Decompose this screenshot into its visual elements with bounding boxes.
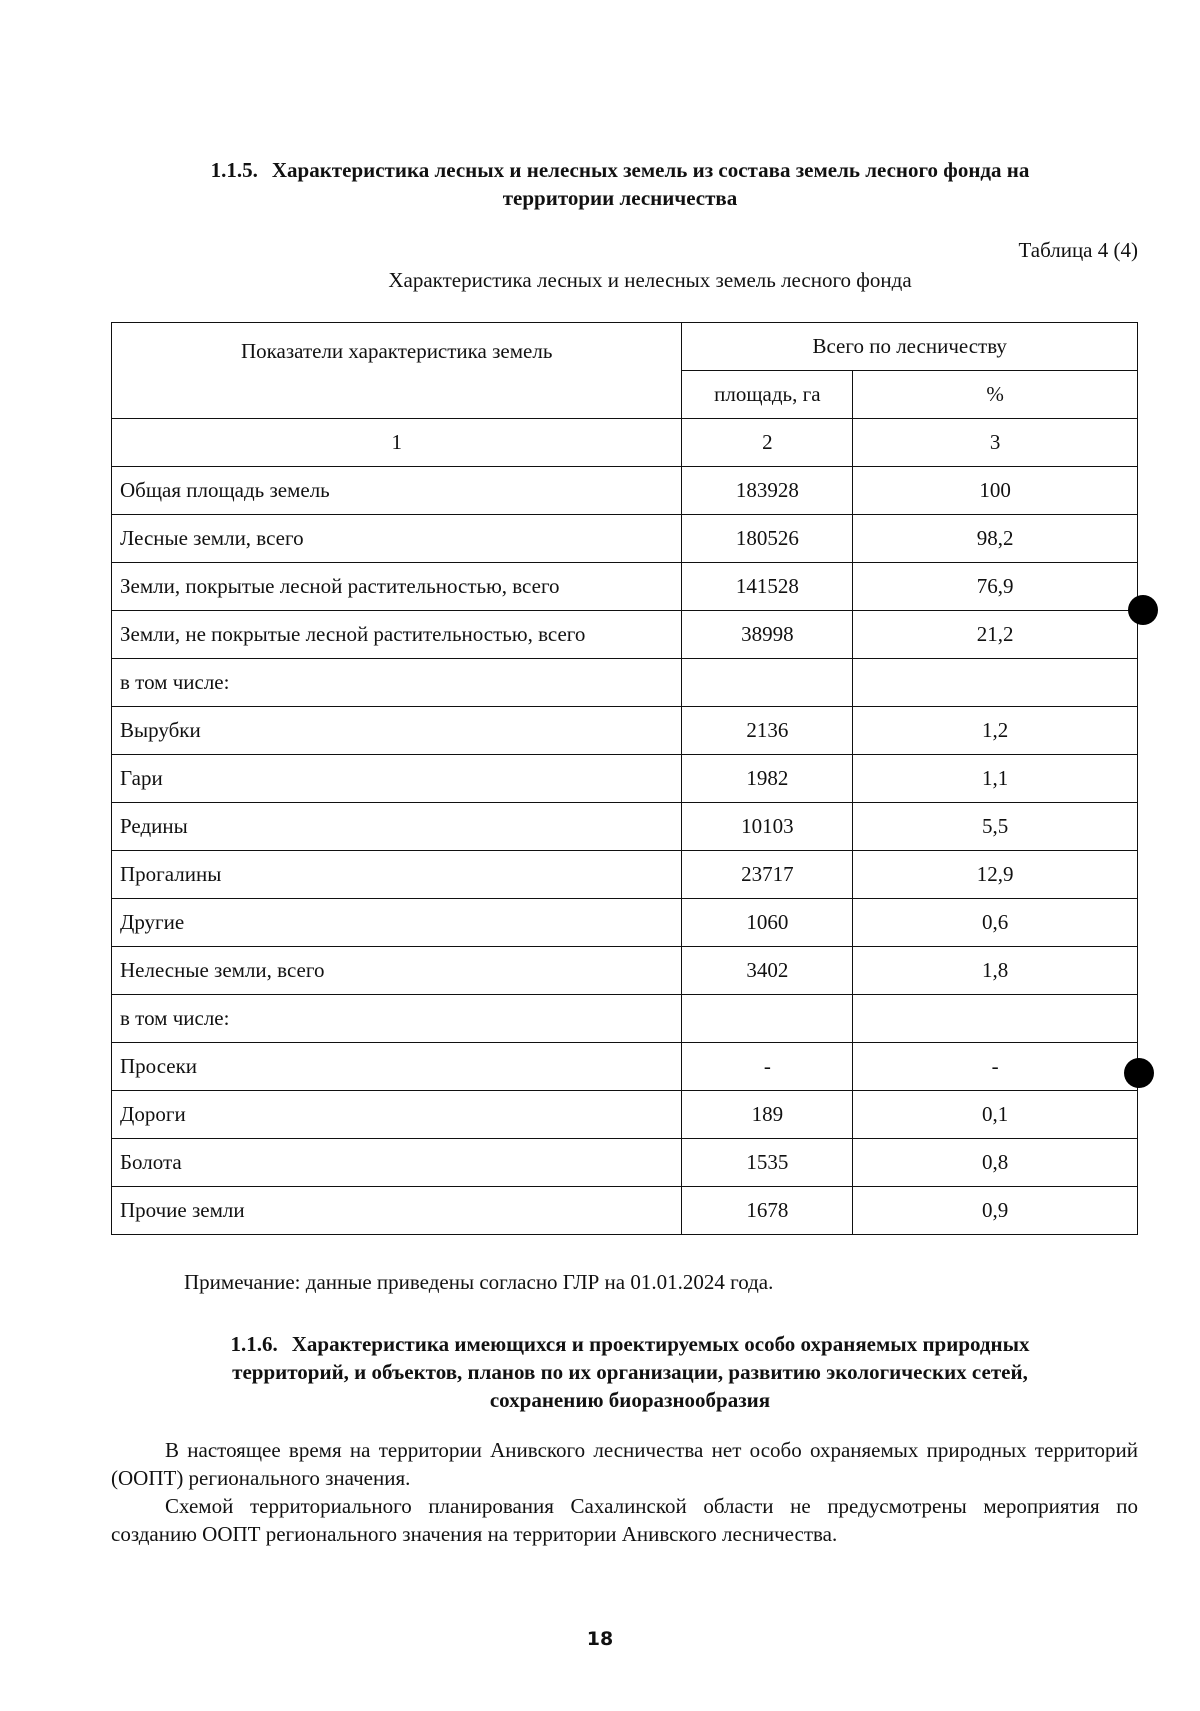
- row-name: Дороги: [112, 1091, 682, 1139]
- row-percent: 0,9: [853, 1187, 1138, 1235]
- table-row: [112, 899, 1138, 947]
- row-percent: 76,9: [853, 563, 1138, 611]
- row-percent: 98,2: [853, 515, 1138, 563]
- row-percent: 1,2: [853, 707, 1138, 755]
- row-name: в том числе:: [112, 659, 682, 707]
- table-row: [112, 995, 1138, 1043]
- table-row: [112, 1139, 1138, 1187]
- section-number: 1.1.6.: [230, 1332, 278, 1356]
- row-area: 1060: [682, 899, 853, 947]
- row-percent: 21,2: [853, 611, 1138, 659]
- row-name: Земли, покрытые лесной растительностью, всего: [112, 563, 682, 611]
- table-caption: Характеристика лесных и нелесных земель лесного фонда: [388, 268, 912, 292]
- table-row: [112, 947, 1138, 995]
- row-percent: 0,8: [853, 1139, 1138, 1187]
- section-heading-1-1-6: [150, 1330, 1110, 1414]
- column-number: 2: [682, 419, 853, 467]
- row-name: Гари: [112, 755, 682, 803]
- section-heading-1-1-5: [140, 156, 1100, 212]
- row-percent: 12,9: [853, 851, 1138, 899]
- table-row: [112, 1091, 1138, 1139]
- row-percent: 1,8: [853, 947, 1138, 995]
- table-row: [112, 1043, 1138, 1091]
- row-name: Прочие земли: [112, 1187, 682, 1235]
- table-row: [112, 1187, 1138, 1235]
- table-header-row: [112, 323, 1138, 371]
- row-name: Просеки: [112, 1043, 682, 1091]
- table-row: [112, 755, 1138, 803]
- table-label: Таблица 4 (4): [1018, 238, 1138, 262]
- section-heading-line: территорий, и объектов, планов по их организации, развитию экологических сетей,: [232, 1360, 1028, 1384]
- row-percent: [853, 995, 1138, 1043]
- row-area: [682, 995, 853, 1043]
- row-percent: [853, 659, 1138, 707]
- section-title-text: Характеристика лесных и нелесных земель из состава земель лесного фонда на: [271, 158, 1030, 182]
- table-row: [112, 659, 1138, 707]
- row-name: Вырубки: [112, 707, 682, 755]
- row-percent: 1,1: [853, 755, 1138, 803]
- row-percent: 5,5: [853, 803, 1138, 851]
- row-name: в том числе:: [112, 995, 682, 1043]
- row-percent: 0,6: [853, 899, 1138, 947]
- table-row: [112, 851, 1138, 899]
- row-name: Лесные земли, всего: [112, 515, 682, 563]
- row-percent: -: [853, 1043, 1138, 1091]
- table-row: [112, 611, 1138, 659]
- body-paragraph: В настоящее время на территории Анивского лесничества нет особо охраняемых природных территорий (ООПТ) регионального значения.: [111, 1438, 1138, 1490]
- row-area: 10103: [682, 803, 853, 851]
- table-row: [112, 515, 1138, 563]
- table-row: [112, 707, 1138, 755]
- section-heading-line: сохранению биоразнообразия: [489, 1388, 771, 1412]
- table-row: [112, 563, 1138, 611]
- column-number: 1: [112, 419, 682, 467]
- section-heading-line: [150, 1330, 1110, 1358]
- row-area: 183928: [682, 467, 853, 515]
- row-area: 189: [682, 1091, 853, 1139]
- row-name: Редины: [112, 803, 682, 851]
- header-percent: %: [853, 371, 1138, 419]
- row-percent: 100: [853, 467, 1138, 515]
- section-number: 1.1.5.: [210, 158, 258, 182]
- table-row: [112, 803, 1138, 851]
- page-number: 18: [586, 1628, 614, 1650]
- row-area: 2136: [682, 707, 853, 755]
- row-name: Другие: [112, 899, 682, 947]
- row-name: Болота: [112, 1139, 682, 1187]
- row-area: 23717: [682, 851, 853, 899]
- row-area: [682, 659, 853, 707]
- row-name: Общая площадь земель: [112, 467, 682, 515]
- section-title-text: Характеристика имеющихся и проектируемых особо охраняемых природных: [291, 1332, 1030, 1356]
- table-row: [112, 467, 1138, 515]
- section-heading-line: [140, 156, 1100, 184]
- punch-hole-mark: [1124, 1058, 1154, 1088]
- header-area: площадь, га: [682, 371, 853, 419]
- row-area: 180526: [682, 515, 853, 563]
- body-paragraph: Схемой территориального планирования Сахалинской области не предусмотрены мероприятия по созданию ООПТ регионального значения на территории Анивского лесничества.: [111, 1494, 1138, 1546]
- row-area: 1535: [682, 1139, 853, 1187]
- row-area: -: [682, 1043, 853, 1091]
- header-indicator: Показатели характеристика земель: [112, 323, 682, 419]
- table-note: Примечание: данные приведены согласно ГЛР на 01.01.2024 года.: [184, 1270, 774, 1294]
- section-heading-line: территории лесничества: [502, 186, 738, 210]
- header-total: Всего по лесничеству: [682, 323, 1138, 371]
- row-name: Нелесные земли, всего: [112, 947, 682, 995]
- column-number-row: [112, 419, 1138, 467]
- row-area: 3402: [682, 947, 853, 995]
- column-number: 3: [853, 419, 1138, 467]
- land-characteristics-table: [111, 322, 1138, 1235]
- punch-hole-mark: [1128, 595, 1158, 625]
- row-area: 38998: [682, 611, 853, 659]
- row-percent: 0,1: [853, 1091, 1138, 1139]
- row-name: Земли, не покрытые лесной растительностью, всего: [112, 611, 682, 659]
- row-area: 1678: [682, 1187, 853, 1235]
- row-area: 1982: [682, 755, 853, 803]
- row-name: Прогалины: [112, 851, 682, 899]
- row-area: 141528: [682, 563, 853, 611]
